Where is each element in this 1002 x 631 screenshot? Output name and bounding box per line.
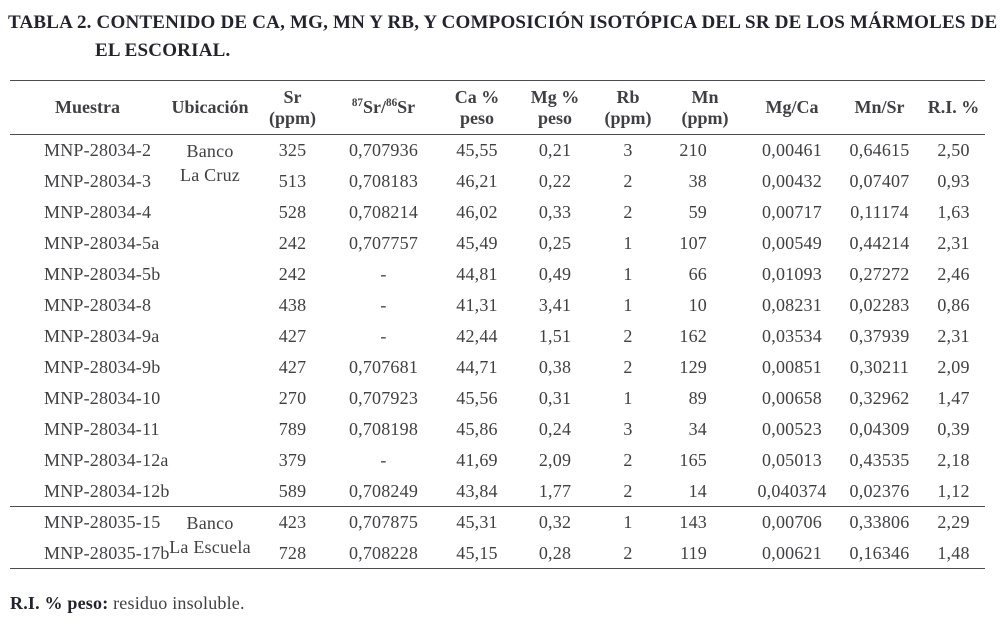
cell-mg_pct_peso: 0,31 xyxy=(538,387,572,408)
cell-mn_ppm: 59 xyxy=(688,201,707,222)
cell-mg_pct_peso: 0,38 xyxy=(538,356,572,377)
cell-sr87_sr86: - xyxy=(380,325,387,346)
cell-mn_ppm: 162 xyxy=(679,325,707,346)
table-row xyxy=(10,507,985,538)
cell-sr_ppm: 325 xyxy=(278,140,307,161)
cell-ri_pct: 1,12 xyxy=(937,480,970,501)
table-row xyxy=(10,476,985,507)
table-row xyxy=(10,197,985,228)
cell-ubicacion: Banco La Escuela xyxy=(165,507,255,569)
cell-sr87_sr86: - xyxy=(380,294,387,315)
cell-sr87_sr86: - xyxy=(380,263,387,284)
cell-rb_ppm: 2 xyxy=(623,170,633,191)
cell-sr_ppm: 270 xyxy=(278,387,307,408)
cell-ri_pct: 0,39 xyxy=(937,418,970,439)
cell-rb_ppm: 2 xyxy=(623,449,633,470)
cell-rb_ppm: 2 xyxy=(623,542,633,563)
cell-ri_pct: 1,63 xyxy=(937,201,970,222)
cell-mn_ppm: 143 xyxy=(663,507,747,538)
cell-rb_ppm: 3 xyxy=(623,140,633,161)
cell-muestra: MNP-28034-11 xyxy=(44,418,160,439)
cell-mg_pct_peso: 0,22 xyxy=(538,170,572,191)
cell-sr87_sr86: - xyxy=(380,449,387,470)
cell-mg_ca: 0,00461 xyxy=(762,140,822,161)
cell-rb_ppm: 1 xyxy=(623,294,633,315)
cell-mg_ca: 0,00706 xyxy=(747,507,837,538)
cell-ri_pct: 2,31 xyxy=(937,325,970,346)
cell-muestra: MNP-28034-8 xyxy=(44,294,152,315)
cell-mg_pct_peso: 0,21 xyxy=(538,140,572,161)
column-header-muestra: Muestra xyxy=(10,81,165,135)
cell-mg_pct_peso: 1,51 xyxy=(538,325,572,346)
cell-ubicacion: Banco La Cruz xyxy=(180,141,240,186)
cell-mn_sr: 0,32962 xyxy=(849,387,910,408)
cell-mg_ca: 0,01093 xyxy=(762,263,822,284)
cell-mg_ca: 0,00658 xyxy=(762,387,822,408)
cell-sr_ppm: 242 xyxy=(278,263,307,284)
column-header-ri_pct: R.I. % xyxy=(922,81,985,135)
table-row xyxy=(10,290,985,321)
cell-ca_pct_peso: 45,49 xyxy=(456,232,498,253)
cell-sr87_sr86: 0,707757 xyxy=(348,232,419,253)
cell-ri_pct: 2,18 xyxy=(937,449,970,470)
cell-ri_pct: 1,48 xyxy=(937,542,970,563)
cell-mg_ca: 0,00432 xyxy=(762,170,822,191)
table-header-row xyxy=(10,81,985,135)
cell-mn_ppm: 34 xyxy=(688,418,707,439)
cell-mg_ca: 0,00621 xyxy=(762,542,822,563)
column-header-ca_pct_peso: Ca % peso xyxy=(437,81,517,135)
cell-ca_pct_peso: 44,81 xyxy=(456,263,498,284)
table-title xyxy=(0,11,1002,63)
cell-mg_pct_peso: 3,41 xyxy=(538,294,572,315)
cell-mn_sr: 0,64615 xyxy=(849,140,910,161)
cell-rb_ppm: 2 xyxy=(623,480,633,501)
cell-sr_ppm: 728 xyxy=(278,542,307,563)
cell-sr87_sr86: 0,708214 xyxy=(348,201,419,222)
cell-mn_sr: 0,33806 xyxy=(837,507,922,538)
column-header-mn_sr: Mn/Sr xyxy=(837,81,922,135)
cell-mn_sr: 0,02376 xyxy=(849,480,910,501)
cell-mg_pct_peso: 0,28 xyxy=(538,542,572,563)
cell-mg_pct_peso: 0,33 xyxy=(538,201,572,222)
cell-rb_ppm: 3 xyxy=(623,418,633,439)
cell-sr_ppm: 423 xyxy=(255,507,330,538)
cell-muestra: MNP-28034-9b xyxy=(44,356,161,377)
cell-mg_pct_peso: 1,77 xyxy=(538,480,572,501)
table-title-line1: TABLA 2. CONTENIDO DE CA, MG, MN Y RB, Y COMPOSICIÓN ISOTÓPICA DEL SR DE LOS MÁRMOLES DE xyxy=(8,12,998,33)
cell-muestra: MNP-28034-10 xyxy=(44,387,161,408)
cell-muestra: MNP-28035-17b xyxy=(44,542,170,563)
cell-muestra: MNP-28034-3 xyxy=(44,170,152,191)
cell-mn_sr: 0,07407 xyxy=(849,170,910,191)
cell-sr87_sr86: 0,707875 xyxy=(330,507,437,538)
column-header-sr_ppm: Sr (ppm) xyxy=(255,81,330,135)
cell-ca_pct_peso: 46,21 xyxy=(456,170,498,191)
cell-ca_pct_peso: 42,44 xyxy=(456,325,498,346)
cell-mn_sr: 0,02283 xyxy=(849,294,910,315)
cell-sr87_sr86: 0,707936 xyxy=(348,140,419,161)
cell-mg_ca: 0,040374 xyxy=(757,480,827,501)
cell-mg_pct_peso: 0,49 xyxy=(538,263,572,284)
cell-mn_ppm: 10 xyxy=(688,294,707,315)
table-row xyxy=(10,228,985,259)
footnote-label: R.I. % peso: xyxy=(10,593,109,614)
table-row xyxy=(10,321,985,352)
cell-muestra: MNP-28034-4 xyxy=(44,201,152,222)
cell-ri_pct: 0,93 xyxy=(937,170,970,191)
cell-sr_ppm: 242 xyxy=(278,232,307,253)
cell-sr87_sr86: 0,708249 xyxy=(348,480,419,501)
cell-mn_sr: 0,04309 xyxy=(849,418,910,439)
table-title-line2: EL ESCORIAL. xyxy=(95,39,231,61)
cell-sr_ppm: 427 xyxy=(278,356,307,377)
footnote-text: residuo insoluble. xyxy=(108,593,245,614)
table-row xyxy=(10,166,985,197)
cell-sr_ppm: 528 xyxy=(278,201,307,222)
cell-mn_sr: 0,27272 xyxy=(849,263,910,284)
table-row xyxy=(10,135,985,166)
table-header xyxy=(10,81,985,135)
footnote xyxy=(10,593,1002,614)
table-row xyxy=(10,352,985,383)
cell-ca_pct_peso: 41,69 xyxy=(456,449,498,470)
cell-muestra: MNP-28034-12b xyxy=(44,480,170,501)
cell-sr87_sr86: 0,708228 xyxy=(348,542,419,563)
table-row xyxy=(10,445,985,476)
cell-sr87_sr86: 0,708198 xyxy=(348,418,419,439)
cell-rb_ppm: 2 xyxy=(623,201,633,222)
cell-ca_pct_peso: 45,86 xyxy=(456,418,498,439)
column-header-mn_ppm: Mn (ppm) xyxy=(663,81,747,135)
cell-mn_sr: 0,43535 xyxy=(849,449,910,470)
cell-rb_ppm: 1 xyxy=(623,263,633,284)
cell-muestra: MNP-28034-2 xyxy=(44,140,152,161)
cell-mg_ca: 0,05013 xyxy=(762,449,822,470)
cell-sr87_sr86: 0,708183 xyxy=(348,170,419,191)
cell-mg_ca: 0,00851 xyxy=(762,356,822,377)
cell-mn_ppm: 165 xyxy=(679,449,707,470)
cell-sr_ppm: 789 xyxy=(278,418,307,439)
cell-ri_pct: 2,29 xyxy=(922,507,985,538)
cell-mg_ca: 0,03534 xyxy=(762,325,822,346)
cell-ca_pct_peso: 45,15 xyxy=(456,542,498,563)
cell-muestra: MNP-28034-12a xyxy=(44,449,169,470)
column-header-ubicacion: Ubicación xyxy=(165,81,255,135)
cell-mn_sr: 0,11174 xyxy=(850,201,909,222)
cell-rb_ppm: 2 xyxy=(623,325,633,346)
cell-mn_ppm: 129 xyxy=(679,356,707,377)
cell-ri_pct: 0,86 xyxy=(937,294,970,315)
cell-sr_ppm: 513 xyxy=(278,170,307,191)
column-header-rb_ppm: Rb (ppm) xyxy=(593,81,663,135)
cell-rb_ppm: 2 xyxy=(623,356,633,377)
cell-mg_ca: 0,08231 xyxy=(762,294,822,315)
cell-mg_pct_peso: 0,24 xyxy=(538,418,572,439)
cell-ri_pct: 2,31 xyxy=(937,232,970,253)
page xyxy=(0,11,1002,631)
cell-mn_ppm: 210 xyxy=(679,140,707,161)
column-header-sr87_sr86: $^{87}$Sr/$^{86}$Sr xyxy=(330,81,437,135)
cell-sr_ppm: 427 xyxy=(278,325,307,346)
cell-mg_pct_peso: 0,32 xyxy=(517,507,593,538)
cell-mg_ca: 0,00549 xyxy=(762,232,822,253)
cell-mg_pct_peso: 2,09 xyxy=(538,449,572,470)
cell-ri_pct: 1,47 xyxy=(937,387,970,408)
cell-mn_sr: 0,16346 xyxy=(849,542,910,563)
cell-mn_sr: 0,30211 xyxy=(849,356,910,377)
cell-sr_ppm: 589 xyxy=(278,480,307,501)
table-row xyxy=(10,259,985,290)
cell-mn_ppm: 119 xyxy=(680,542,707,563)
cell-mg_ca: 0,00523 xyxy=(762,418,822,439)
cell-mn_sr: 0,44214 xyxy=(849,232,910,253)
cell-mn_ppm: 66 xyxy=(688,263,707,284)
cell-rb_ppm: 1 xyxy=(623,387,633,408)
cell-ri_pct: 2,46 xyxy=(937,263,970,284)
cell-mn_sr: 0,37939 xyxy=(849,325,910,346)
cell-mg_pct_peso: 0,25 xyxy=(538,232,572,253)
cell-muestra: MNP-28034-9a xyxy=(44,325,160,346)
cell-ca_pct_peso: 45,31 xyxy=(437,507,517,538)
cell-mn_ppm: 38 xyxy=(688,170,707,191)
cell-ca_pct_peso: 46,02 xyxy=(456,201,498,222)
table-row xyxy=(10,414,985,445)
cell-sr87_sr86: 0,707923 xyxy=(348,387,419,408)
table-row xyxy=(10,538,985,569)
table-row xyxy=(10,383,985,414)
cell-muestra: MNP-28034-5a xyxy=(44,232,160,253)
table-body xyxy=(10,135,985,569)
cell-mn_ppm: 14 xyxy=(688,480,707,501)
cell-ca_pct_peso: 45,56 xyxy=(456,387,498,408)
column-header-mg_ca: Mg/Ca xyxy=(747,81,837,135)
cell-mn_ppm: 107 xyxy=(679,232,707,253)
cell-ca_pct_peso: 43,84 xyxy=(456,480,498,501)
cell-mg_ca: 0,00717 xyxy=(762,201,822,222)
cell-ca_pct_peso: 44,71 xyxy=(456,356,498,377)
cell-muestra: MNP-28035-15 xyxy=(10,507,165,538)
cell-rb_ppm: 1 xyxy=(623,232,633,253)
cell-ri_pct: 2,09 xyxy=(937,356,970,377)
cell-ca_pct_peso: 45,55 xyxy=(456,140,498,161)
cell-ri_pct: 2,50 xyxy=(937,140,970,161)
cell-muestra: MNP-28034-5b xyxy=(44,263,161,284)
cell-ca_pct_peso: 41,31 xyxy=(456,294,498,315)
column-header-mg_pct_peso: Mg % peso xyxy=(517,81,593,135)
cell-mn_ppm: 89 xyxy=(688,387,707,408)
cell-sr_ppm: 379 xyxy=(278,449,307,470)
cell-rb_ppm: 1 xyxy=(593,507,663,538)
cell-sr_ppm: 438 xyxy=(278,294,307,315)
data-table xyxy=(10,80,985,569)
cell-sr87_sr86: 0,707681 xyxy=(348,356,419,377)
